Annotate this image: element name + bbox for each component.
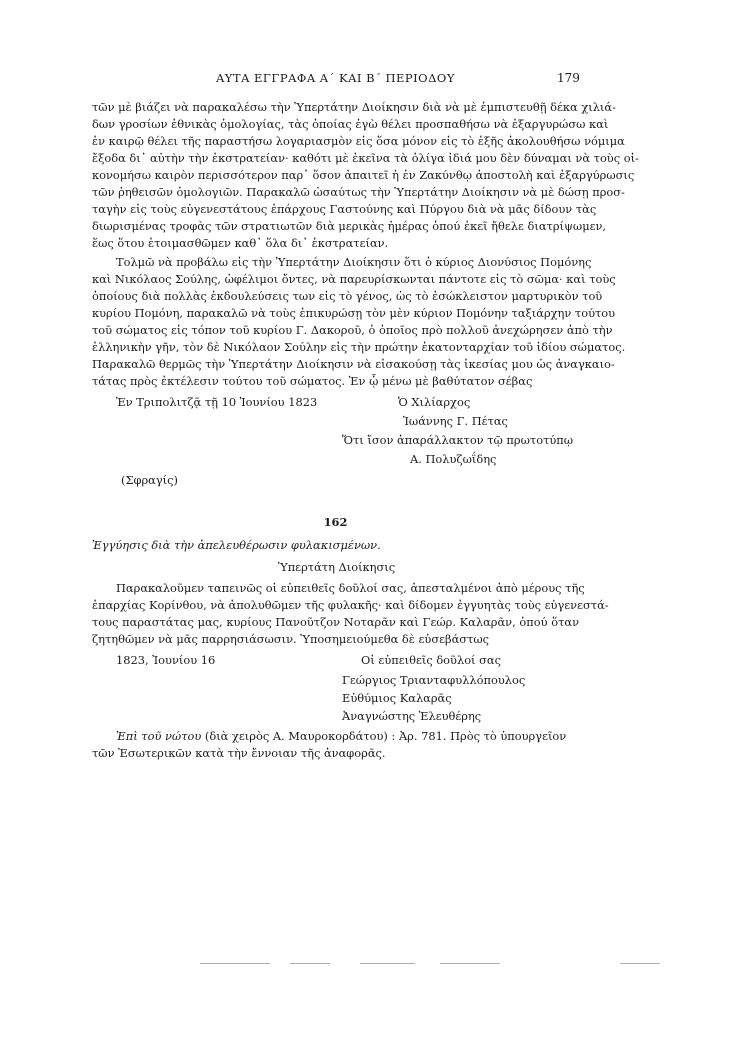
signoff: Οἱ εὐπειθεῖς δοῦλοί σας bbox=[361, 653, 501, 667]
text-line: καὶ Νικόλαος Σούλης, ὠφέλιμοι ὄντες, νὰ παρευρίσκωνται πάντοτε εἰς τὸ σῶμα· καὶ τοὺς bbox=[92, 272, 616, 286]
scan-artifact bbox=[620, 963, 660, 964]
addressee: Ὑπερτάτη Διοίκησις bbox=[278, 560, 396, 574]
scan-artifact bbox=[290, 963, 330, 964]
text-line: ζητηθῶμεν νὰ μᾶς παρρησιάσωσιν. Ὑποσημειούμεθα δὲ εὐσεβάστως bbox=[92, 632, 490, 646]
scan-artifact bbox=[200, 963, 270, 964]
place-date: Ἐν Τριπολιτζᾷ τῇ 10 Ἰουνίου 1823 bbox=[116, 395, 318, 409]
note-label: Ἐπὶ τοῦ νώτου bbox=[116, 729, 202, 743]
text-line: τῶν ῥηθεισῶν ὁμολογιῶν. Παρακαλῶ ὡσαύτως τὴν Ὑπερτάτην Διοίκησιν νὰ μὲ δώσῃ προσ- bbox=[92, 185, 625, 199]
page-number: 179 bbox=[557, 71, 580, 85]
note-line bbox=[116, 728, 566, 745]
text-line: Παρακαλοῦμεν ταπεινῶς οἱ εὐπειθεῖς δοῦλοί σας, ἀπεσταλμένοι ἀπὸ μέρους τῆς bbox=[116, 581, 585, 595]
note-line: τῶν Ἐσωτερικῶν κατὰ τὴν ἔννοιαν τῆς ἀναφορᾶς. bbox=[92, 746, 386, 760]
text-line: ἐπαρχίας Κορίνθου, νὰ ἀπολυθῶμεν τῆς φυλακῆς· καὶ δίδομεν ἐγγυητὰς τοὺς εὐγενεστά- bbox=[92, 598, 609, 612]
text-line: διωρισμένας τροφὰς τῶν στρατιωτῶν διὰ μερικὰς ἡμέρας ὁπού ἐκεῖ ἤθελε διατρίψωμεν, bbox=[92, 219, 607, 233]
signatory: Ἀναγνώστης Ἐλευθέρης bbox=[342, 709, 482, 723]
text-line: κυρίου Πομόνη, παρακαλῶ νὰ τοὺς ἐπικυρώσῃ τὸν μὲν κύριον Πομόνην ταξιάρχην τούτου bbox=[92, 306, 616, 320]
text-line: ὁποίους διὰ πολλὰς ἐκδουλεύσεις των εἰς τὸ γένος, ὡς τὸ ἐσώκλειστον μαρτυρικὸν τοῦ bbox=[92, 289, 603, 303]
text-line: δων γροσίων ἐθνικὰς ὁμολογίας, τὰς ὁποίας ἐγὼ θέλει προσπαθήσω νὰ ἐξαργυρώσω καὶ bbox=[92, 117, 609, 131]
scan-artifact bbox=[360, 963, 415, 964]
document-date: 1823, Ἰουνίου 16 bbox=[116, 653, 216, 667]
attester-name: Α. Πολυζωΐδης bbox=[410, 452, 497, 466]
attestation: Ὅτι ἴσον ἀπαράλλακτον τῷ πρωτοτύπῳ bbox=[342, 433, 574, 447]
signatory: Γεώργιος Τριανταφυλλόπουλος bbox=[342, 673, 526, 687]
text-line: ἑλληνικὴν γῆν, τὸν δὲ Νικόλαον Σούλην εἰς τὴν πρώτην ἑκατονταρχίαν τοῦ ἰδίου σώματος. bbox=[92, 340, 626, 354]
signer-rank: Ὁ Χιλίαρχος bbox=[398, 395, 471, 409]
text-line: τῶν μὲ βιάζει νὰ παρακαλέσω τὴν Ὑπερτάτην Διοίκησιν διὰ νὰ μὲ ἐμπιστευθῇ δέκα χιλιά- bbox=[92, 100, 616, 114]
text-line: τοῦ σώματος εἰς τόπον τοῦ κυρίου Γ. Δακοροῦ, ὁ ὁποῖος πρὸ πολλοῦ ἀνεχώρησεν ἀπὸ τὴν bbox=[92, 323, 613, 337]
signatory: Εὐθύμιος Καλαρᾶς bbox=[342, 691, 452, 705]
text-line: ἕως ὅτου ἑτοιμασθῶμεν καθ᾿ ὅλα δι᾿ ἐκστρατείαν. bbox=[92, 236, 389, 250]
text-line: Παρακαλῶ θερμῶς τὴν Ὑπερτάτην Διοίκησιν νὰ εἰσακούσῃ τὰς ἱκεσίας μου ὡς ἀναγκαιο- bbox=[92, 357, 615, 371]
scan-artifact bbox=[440, 963, 500, 964]
text-line: τάτας πρὸς ἐκτέλεσιν τούτου τοῦ σώματος. Ἐν ᾧ μένω μὲ βαθύτατον σέβας bbox=[92, 374, 533, 388]
document-subject: Ἐγγύησις διὰ τὴν ἀπελευθέρωσιν φυλακισμένων. bbox=[92, 538, 381, 552]
document-number: 162 bbox=[323, 515, 348, 529]
text-line: ἔξοδα δι᾿ αὐτὴν τὴν ἐκστρατείαν· καθότι μὲ ἐκεῖνα τὰ ὀλίγα ἰδιά μου δὲν δύναμαι νὰ τοὺς οἰ- bbox=[92, 151, 639, 165]
note-text: (διὰ χειρὸς Α. Μαυροκορδάτου) : Ἀρ. 781. Πρὸς τὸ ὑπουργεῖον bbox=[201, 729, 567, 743]
text-line: ταγὴν εἰς τοὺς εὐγενεστάτους ἐπάρχους Γαστούνης καὶ Πύργου διὰ νὰ μᾶς δίδουν τὰς bbox=[92, 202, 597, 216]
seal-note: (Σφραγίς) bbox=[121, 473, 178, 487]
text-line: ἐν καιρῷ θέλει τῆς παραστήσω λογαριασμὸν εἰς ὅσα μόνον εἰς τὸ ἑξῆς ἀκολουθήσω νόμιμα bbox=[92, 134, 625, 148]
text-line: κονομήσω καιρὸν περισσότερον παρ᾿ ὅσον ἀπαιτεῖ ἡ ἐν Ζακύνθῳ ἀποστολὴ καὶ ἐξαργύρωσις bbox=[92, 168, 635, 182]
header-title: ΑΥΤΑ ΕΓΓΡΑΦΑ Α΄ ΚΑΙ Β΄ ΠΕΡΙΟΔΟΥ bbox=[216, 71, 455, 85]
text-line: τους παραστάτας μας, κυρίους Πανοῦτζον Νοταρᾶν καὶ Γεώρ. Καλαρᾶν, ὁπού ὅταν bbox=[92, 615, 579, 629]
text-line: Τολμῶ νὰ προβάλω εἰς τὴν Ὑπερτάτην Διοίκησιν ὅτι ὁ κύριος Διονύσιος Πομόνης bbox=[116, 255, 592, 269]
signer-name: Ἰωάννης Γ. Πέτας bbox=[403, 414, 508, 428]
